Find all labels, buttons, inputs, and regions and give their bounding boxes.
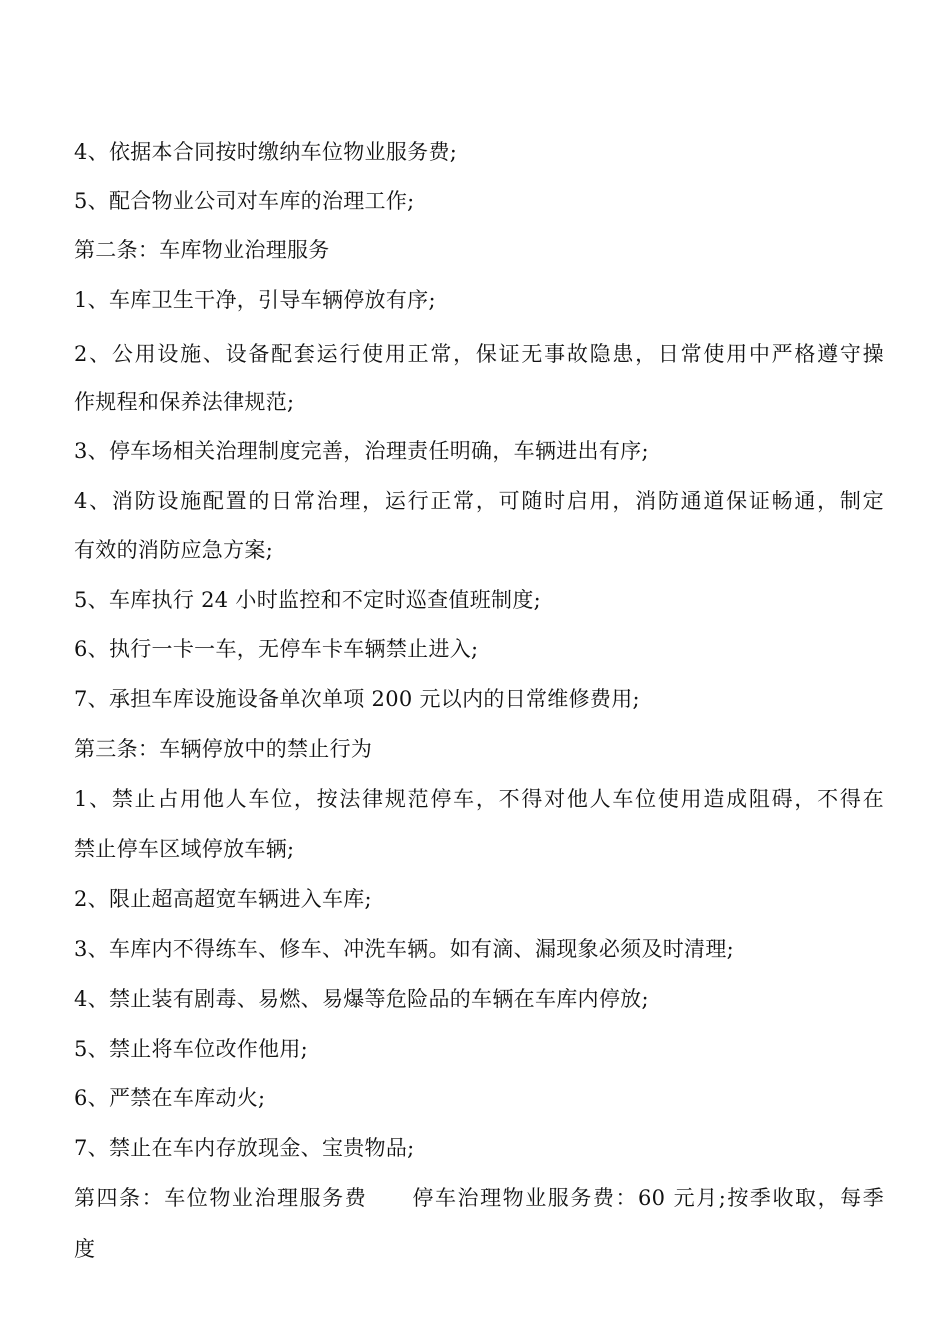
text-line: 4、消防设施配置的日常治理，运行正常，可随时启用，消防通道保证畅通，制定	[74, 489, 884, 513]
text-line: 6、严禁在车库动火;	[74, 1086, 266, 1110]
text-line: 5、配合物业公司对车库的治理工作;	[74, 189, 415, 213]
text-line: 3、停车场相关治理制度完善，治理责任明确，车辆进出有序;	[74, 439, 649, 463]
text-line: 1、车库卫生干净，引导车辆停放有序;	[74, 288, 436, 312]
text-line: 禁止停车区域停放车辆;	[74, 837, 295, 861]
text-line: 4、依据本合同按时缴纳车位物业服务费;	[74, 140, 458, 164]
text-line: 7、承担车库设施设备单次单项 200 元以内的日常维修费用;	[74, 687, 640, 711]
text-line: 2、限止超高超宽车辆进入车库;	[74, 887, 372, 911]
text-line: 作规程和保养法律规范;	[74, 390, 295, 414]
text-line: 5、车库执行 24 小时监控和不定时巡查值班制度;	[74, 588, 542, 612]
text-line: 有效的消防应急方案;	[74, 538, 274, 562]
text-line: 7、禁止在车内存放现金、宝贵物品;	[74, 1136, 415, 1160]
section-heading: 第四条：车位物业治理服务费 停车治理物业服务费：60 元月;按季收取，每季	[74, 1186, 884, 1210]
text-line: 4、禁止装有剧毒、易燃、易爆等危险品的车辆在车库内停放;	[74, 987, 649, 1011]
text-line: 2、公用设施、设备配套运行使用正常，保证无事故隐患，日常使用中严格遵守操	[74, 342, 884, 366]
text-line: 6、执行一卡一车，无停车卡车辆禁止进入;	[74, 637, 479, 661]
text-line: 5、禁止将车位改作他用;	[74, 1037, 309, 1061]
text-line: 1、禁止占用他人车位，按法律规范停车，不得对他人车位使用造成阻碍，不得在	[74, 787, 884, 811]
text-line: 3、车库内不得练车、修车、冲洗车辆。如有滴、漏现象必须及时清理;	[74, 937, 735, 961]
section-heading: 第三条：车辆停放中的禁止行为	[74, 737, 373, 761]
section-heading: 第二条：车库物业治理服务	[74, 238, 330, 262]
text-line: 度	[74, 1237, 96, 1261]
